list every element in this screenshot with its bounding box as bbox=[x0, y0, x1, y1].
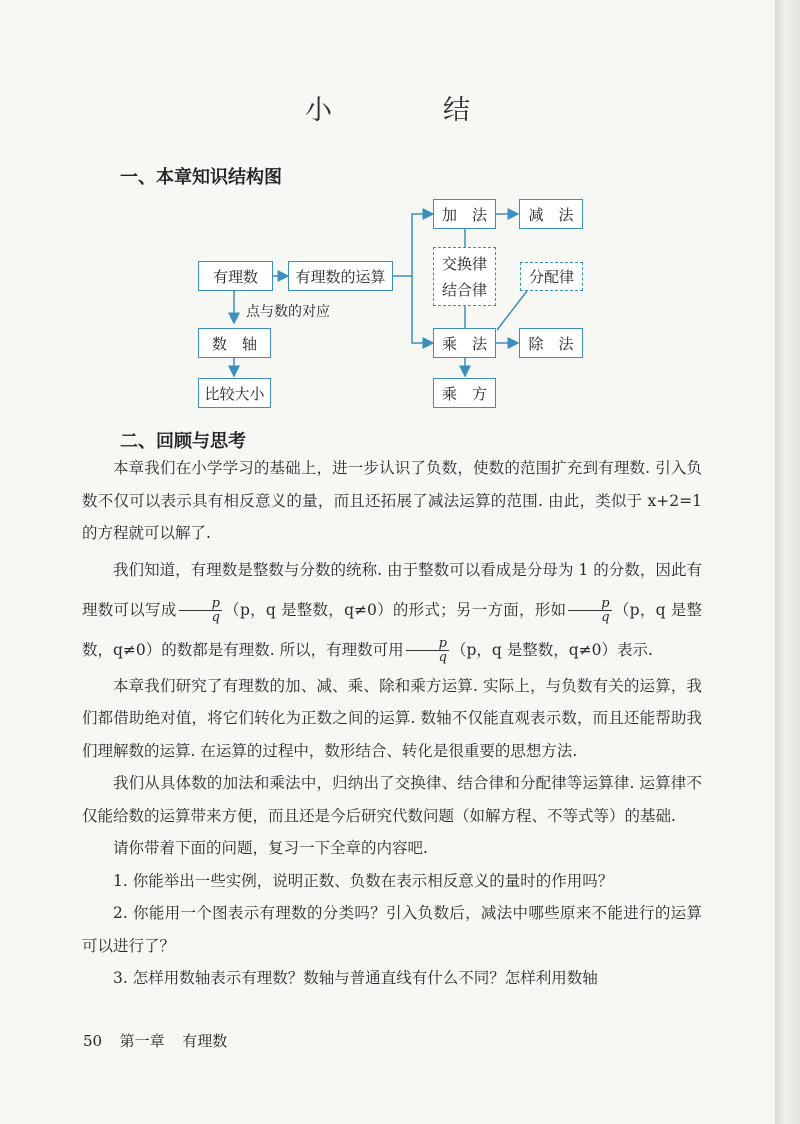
node-rational: 有理数 bbox=[198, 261, 273, 291]
question-3: 3. 怎样用数轴表示有理数？数轴与普通直线有什么不同？怎样利用数轴 bbox=[113, 969, 598, 987]
fraction-p-over-q bbox=[406, 637, 449, 664]
note-correspondence: 点与数的对应 bbox=[246, 304, 330, 320]
paragraph-2 bbox=[82, 550, 702, 670]
page-edge bbox=[775, 0, 800, 1124]
page-title: 小 结 bbox=[305, 95, 512, 126]
paragraph-2-part-c: （p，q 是整数，q≠0）的数都是有理数. 所以，有理数可用 bbox=[82, 600, 702, 659]
paragraph-2-part-b: （p，q 是整数，q≠0）的形式；另一方面，形如 bbox=[223, 600, 567, 619]
node-addition: 加 法 bbox=[433, 199, 496, 229]
law-commutative: 交换律 bbox=[441, 254, 487, 273]
chapter-label: 第一章 bbox=[119, 1032, 165, 1050]
paragraph-2-part-a: 我们知道，有理数是整数与分数的统称. 由于整数可以看成是分母为 1 的分数，因此有理数可以写成 bbox=[82, 560, 702, 619]
line-multiply-distributive bbox=[497, 291, 527, 330]
node-compare: 比较大小 bbox=[198, 378, 271, 408]
structure-diagram-connectors bbox=[0, 0, 775, 420]
fraction-denominator: q bbox=[601, 610, 610, 625]
chapter-title: 有理数 bbox=[182, 1032, 228, 1050]
paragraph-1: 本章我们在小学学习的基础上，进一步认识了负数，使数的范围扩充到有理数. 引入负数不仅可以表示具有相反意义的量，而且还拓展了减法运算的范围. 由此，类似于 x+2=1 的方程就可以解了. bbox=[82, 459, 702, 542]
question-1: 1. 你能举出一些实例，说明正数、负数在表示相反意义的量时的作用吗？ bbox=[113, 871, 614, 890]
node-multiplication: 乘 法 bbox=[433, 328, 496, 358]
node-number-line: 数 轴 bbox=[198, 328, 271, 358]
question-2: 2. 你能用一个图表示有理数的分类吗？引入负数后，减法中哪些原来不能进行的运算可以进行了？ bbox=[82, 904, 702, 955]
review-body bbox=[82, 452, 702, 995]
fraction-p-over-q bbox=[179, 597, 222, 624]
paragraph-3: 本章我们研究了有理数的加、减、乘、除和乘方运算. 实际上，与负数有关的运算，我们都借助绝对值，将它们转化为正数之间的运算. 数轴不仅能直观表示数，而且还能帮助我们理解数的运算. 在运算的过程中，数形结合、转化是很重要的思想方法. bbox=[82, 676, 702, 760]
paragraph-2-part-d: （p，q 是整数，q≠0）表示. bbox=[450, 640, 653, 659]
fraction-numerator: p bbox=[406, 637, 449, 651]
node-laws bbox=[433, 247, 496, 306]
fraction-denominator: q bbox=[438, 650, 447, 665]
section-heading-review: 二、回顾与思考 bbox=[120, 431, 246, 452]
node-division: 除 法 bbox=[519, 328, 583, 358]
fraction-numerator: p bbox=[568, 597, 611, 611]
arrow-operations-multiply bbox=[412, 276, 433, 343]
fraction-p-over-q bbox=[568, 597, 611, 624]
paragraph-4: 我们从具体数的加法和乘法中，归纳出了交换律、结合律和分配律等运算律. 运算律不仅能给数的运算带来方便，而且还是今后研究代数问题（如解方程、不等式等）的基础. bbox=[82, 774, 702, 825]
arrow-operations-add bbox=[393, 214, 433, 276]
fraction-numerator: p bbox=[179, 597, 222, 611]
fraction-denominator: q bbox=[211, 610, 220, 625]
page-footer bbox=[83, 1030, 227, 1051]
law-associative: 结合律 bbox=[441, 280, 487, 299]
page-number: 50 bbox=[83, 1032, 103, 1050]
node-power: 乘 方 bbox=[433, 378, 496, 408]
section-heading-structure: 一、本章知识结构图 bbox=[120, 167, 282, 188]
node-subtraction: 减 法 bbox=[519, 199, 583, 229]
paragraph-5: 请你带着下面的问题，复习一下全章的内容吧. bbox=[113, 839, 428, 857]
node-distributive: 分配律 bbox=[520, 262, 583, 291]
node-operations: 有理数的运算 bbox=[288, 261, 393, 291]
